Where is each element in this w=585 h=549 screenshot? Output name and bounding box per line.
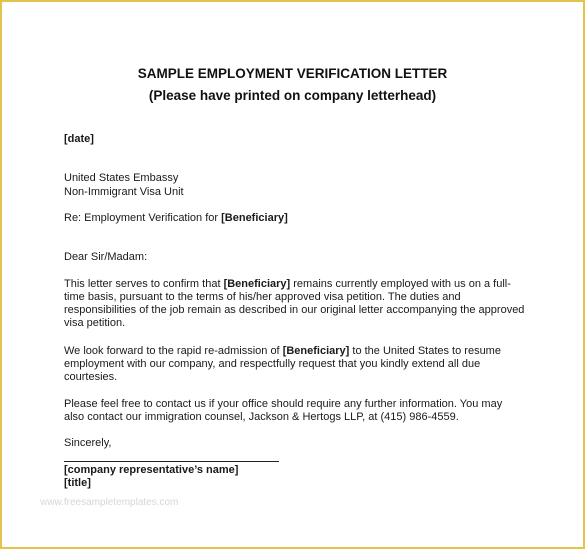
- date-placeholder: [date]: [64, 133, 94, 145]
- letter-subtitle: (Please have printed on company letterhead): [148, 88, 437, 103]
- recipient-line-2: Non-Immigrant Visa Unit: [64, 186, 184, 198]
- p2-text-b: to the United States to resume: [349, 345, 501, 357]
- representative-name: [company representative’s name]: [64, 464, 239, 476]
- paragraph-3-line-2: also contact our immigration counsel, Jackson & Hertogs LLP, at (415) 986-4559.: [64, 411, 459, 423]
- paragraph-3-line-1: Please feel free to contact us if your office should require any further information. You may: [64, 398, 503, 410]
- paragraph-2-line-1: [64, 345, 501, 358]
- representative-title: [title]: [64, 477, 91, 489]
- paragraph-1-line-3: responsibilities of the job remain as described in our original letter accompanying the approved: [64, 304, 525, 316]
- p1-beneficiary: [Beneficiary]: [223, 278, 291, 290]
- re-beneficiary: [Beneficiary]: [221, 212, 288, 224]
- watermark: www.freesampletemplates.com: [40, 497, 179, 508]
- salutation: Dear Sir/Madam:: [64, 251, 148, 263]
- closing: Sincerely,: [64, 437, 112, 449]
- letter-title: SAMPLE EMPLOYMENT VERIFICATION LETTER: [137, 66, 448, 81]
- paragraph-2-line-3: courtesies.: [64, 371, 118, 383]
- re-prefix: Re: Employment Verification for: [64, 212, 222, 224]
- paragraph-1-line-2: time basis, pursuant to the terms of his/her approved visa petition. The duties and: [64, 291, 461, 303]
- p1-text-a: This letter serves to confirm that: [64, 278, 224, 290]
- paragraph-1-line-1: [64, 278, 511, 291]
- p1-text-b: remains currently employed with us on a full-: [290, 278, 511, 290]
- recipient-line-1: United States Embassy: [64, 172, 179, 184]
- p2-text-a: We look forward to the rapid re-admission of: [64, 345, 283, 357]
- p2-beneficiary: [Beneficiary]: [282, 345, 350, 357]
- paragraph-2-line-2: employment with our company, and respectfully request that you kindly extend all due: [64, 358, 481, 370]
- paragraph-1-line-4: visa petition.: [64, 317, 126, 329]
- signature-line: [64, 461, 279, 462]
- re-line: [64, 212, 288, 225]
